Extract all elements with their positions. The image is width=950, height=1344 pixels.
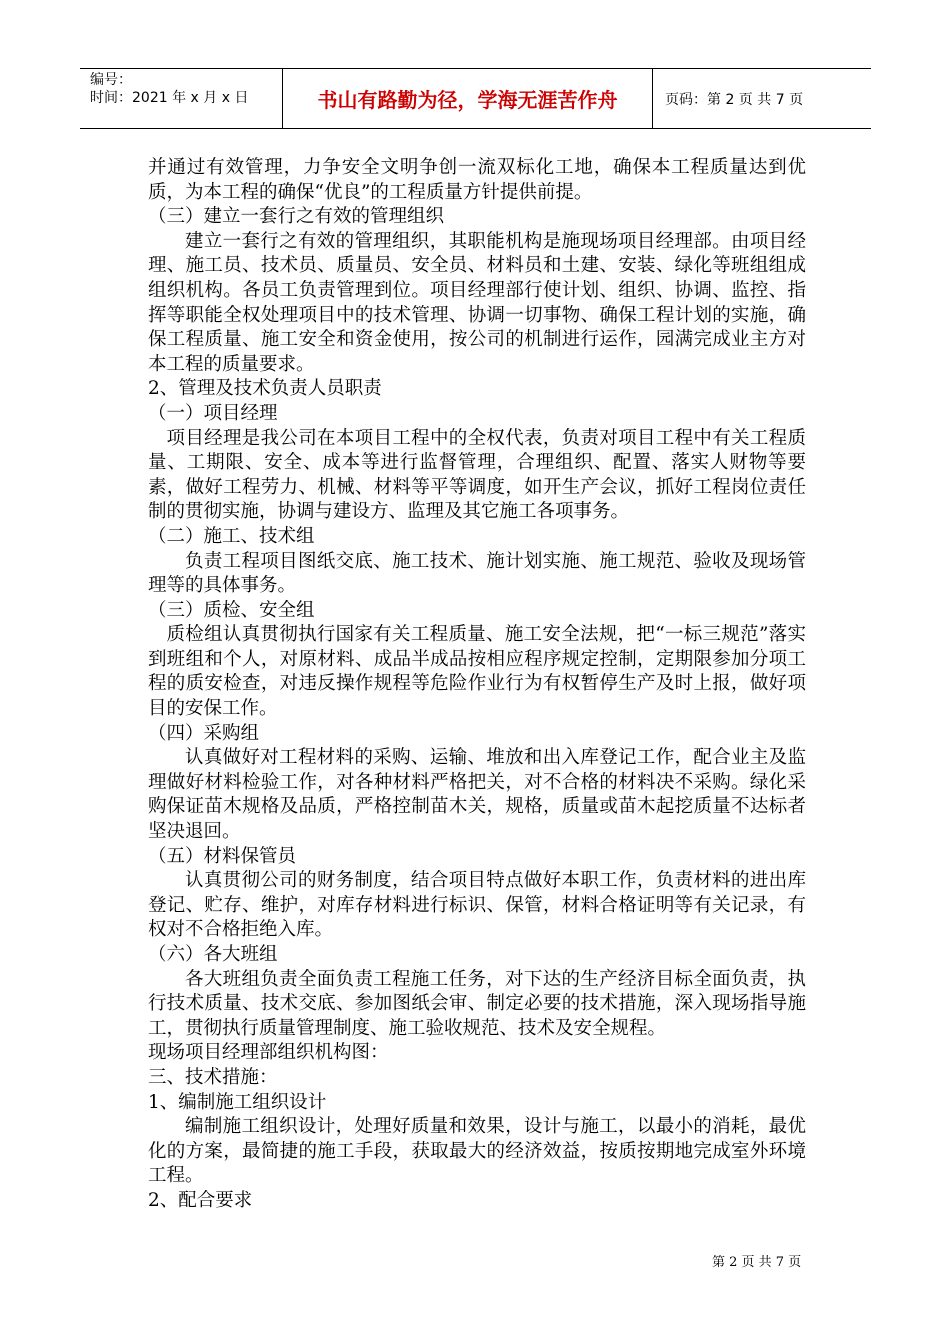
section-heading: （六）各大班组 <box>148 944 278 965</box>
section-heading: （二）施工、技术组 <box>148 525 315 547</box>
section-heading: （五）材料保管员 <box>148 845 297 867</box>
paragraph: 认真贯彻公司的财务制度，结合项目特点做好本职工作，负责材料的进出库登记、贮存、维护，对库存材料进行标识、保管，材料合格证明等有关记录，有权对不合格拒绝入库。 <box>148 870 806 941</box>
section-heading: （三）质检、安全组 <box>148 599 315 621</box>
header-page-number: 页码：第 2 页 共 7 页 <box>665 91 804 108</box>
paragraph: 负责工程项目图纸交底、施工技术、施计划实施、施工规范、验收及现场管理等的具体事务。 <box>148 550 806 597</box>
section-heading: 2、配合要求 <box>148 1189 253 1211</box>
section-heading: 三、技术措施： <box>148 1066 278 1088</box>
document-body <box>148 156 806 1214</box>
section-heading: （一）项目经理 <box>148 402 278 424</box>
paragraph: 质检组认真贯彻执行国家有关工程质量、施工安全法规，把“一标三规范”落实到班组和个人，对原材料、成品半成品按相应程序规定控制，定期限参加分项工程的质安检查，对违反操作规程等危险作业行为有权暂停生产及时上报，做好项目的安保工作。 <box>148 624 806 720</box>
page-header <box>80 68 871 129</box>
paragraph: 各大班组负责全面负责工程施工任务，对下达的生产经济目标全面负责，执行技术质量、技术交底、参加图纸会审、制定必要的技术措施，深入现场指导施工，贯彻执行质量管理制度、施工验收规范、技术及安全规程。 <box>148 968 806 1039</box>
paragraph: 建立一套行之有效的管理组织，其职能机构是施现场项目经理部。由项目经理、施工员、技术员、质量员、安全员、材料员和土建、安装、绿化等班组组成组织机构。各员工负责管理到位。项目经理部行使计划、组织、协调、监控、指挥等职能全权处理项目中的技术管理、协调一切事物、确保工程计划的实施，确保工程质量、施工安全和资金使用，按公司的机制进行运作，园满完成业主方对本工程的质量要求。 <box>148 230 806 375</box>
paragraph: 编制施工组织设计，处理好质量和效果，设计与施工，以最小的消耗，最优化的方案，最简捷的施工手段，获取最大的经济效益，按质按期地完成室外环境工程。 <box>148 1116 806 1187</box>
paragraph: 并通过有效管理，力争安全文明争创一流双标化工地，确保本工程质量达到优质，为本工程的确保“优良”的工程质量方针提供前提。 <box>148 157 806 203</box>
paragraph: 现场项目经理部组织机构图： <box>148 1042 389 1064</box>
document-number-label: 编号： <box>90 72 132 88</box>
section-heading: 1、编制施工组织设计 <box>148 1091 327 1113</box>
document-date: 时间：2021 年 x 月 x 日 <box>90 90 249 106</box>
paragraph: 项目经理是我公司在本项目工程中的全权代表，负责对项目工程中有关工程质量、工期限、安全、成本等进行监督管理，合理组织、配置、落实人财物等要素，做好工程劳力、机械、材料等平等调度，如开生产会议，抓好工程岗位责任制的贯彻实施，协调与建设方、监理及其它施工各项事务。 <box>148 427 806 523</box>
page-footer: 第 2 页 共 7 页 <box>712 1255 802 1270</box>
paragraph: 认真做好对工程材料的采购、运输、堆放和出入库登记工作，配合业主及监理做好材料检验工作，对各种材料严格把关，对不合格的材料决不采购。绿化采购保证苗木规格及品质，严格控制苗木关，规格，质量或苗木起挖质量不达标者坚决退回。 <box>148 747 806 843</box>
header-motto: 书山有路勤为径，学海无涯苦作舟 <box>283 69 653 128</box>
section-heading: 2、管理及技术负责人员职责 <box>148 378 382 400</box>
section-heading: （三）建立一套行之有效的管理组织 <box>148 206 445 228</box>
section-heading: （四）采购组 <box>148 722 260 744</box>
header-meta <box>80 69 283 128</box>
